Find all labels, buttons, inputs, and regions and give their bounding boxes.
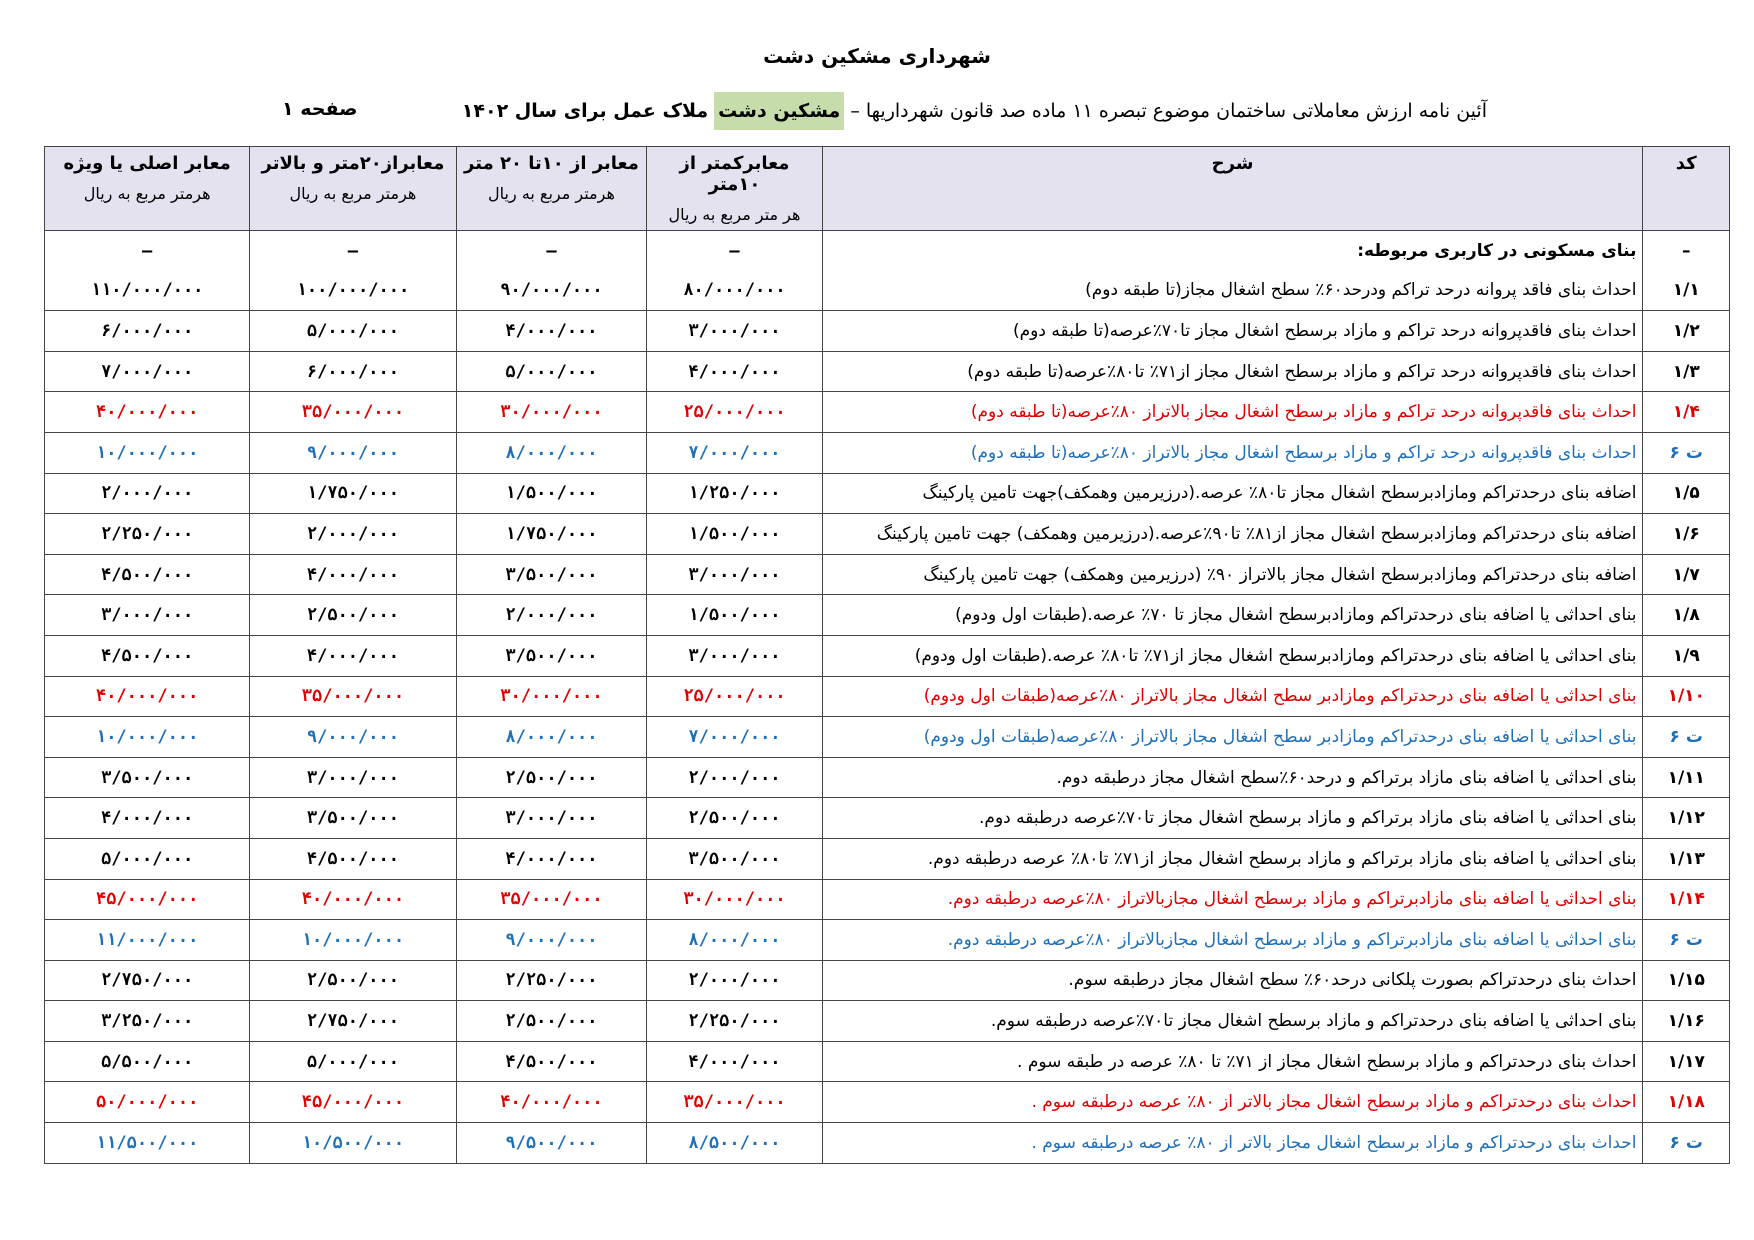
row-value-main-roads: ۶/۰۰۰/۰۰۰	[45, 311, 250, 352]
row-code: ۱/۱۷	[1643, 1041, 1730, 1082]
row-value-10-to-20m: ۴۰/۰۰۰/۰۰۰	[456, 1082, 647, 1123]
row-value-over-20m: ۹/۰۰۰/۰۰۰	[250, 432, 456, 473]
table-row	[45, 351, 1730, 392]
table-row	[45, 838, 1730, 879]
row-value-10-to-20m: –	[456, 231, 647, 271]
row-value-over-20m: ۹/۰۰۰/۰۰۰	[250, 717, 456, 758]
row-description: احداث بنای درحدتراکم و مازاد برسطح اشغال مجاز بالاتر از ۸۰٪ عرصه درطبقه سوم .	[822, 1123, 1643, 1164]
column-header-description: شرح	[822, 147, 1643, 231]
row-value-over-20m: ۲/۵۰۰/۰۰۰	[250, 595, 456, 636]
row-value-over-20m: ۴/۵۰۰/۰۰۰	[250, 838, 456, 879]
row-value-over-20m: ۲/۵۰۰/۰۰۰	[250, 960, 456, 1001]
table-row	[45, 676, 1730, 717]
row-value-over-20m: ۴/۰۰۰/۰۰۰	[250, 635, 456, 676]
row-value-under-10m: ۳۰/۰۰۰/۰۰۰	[647, 879, 822, 920]
row-code: ۱/۹	[1643, 635, 1730, 676]
row-code: ۱/۵	[1643, 473, 1730, 514]
column-header-over-20m: معابراز۲۰متر و بالاتر هرمتر مربع به ریال	[250, 147, 456, 231]
row-value-under-10m: ۲/۰۰۰/۰۰۰	[647, 960, 822, 1001]
row-value-under-10m: –	[647, 231, 822, 271]
row-value-over-20m: ۴۰/۰۰۰/۰۰۰	[250, 879, 456, 920]
row-value-over-20m: ۲/۰۰۰/۰۰۰	[250, 514, 456, 555]
table-row	[45, 554, 1730, 595]
row-value-main-roads: ۴/۵۰۰/۰۰۰	[45, 635, 250, 676]
subtitle-text: آئین نامه ارزش معاملاتی ساختمان موضوع تبصره ۱۱ ماده صد قانون شهرداریها –	[850, 100, 1487, 122]
row-value-over-20m: ۵/۰۰۰/۰۰۰	[250, 311, 456, 352]
row-value-10-to-20m: ۳۵/۰۰۰/۰۰۰	[456, 879, 647, 920]
column-header-10-to-20m: معابر از ۱۰تا ۲۰ متر هرمتر مربع به ریال	[456, 147, 647, 231]
row-code: ت ۶	[1643, 717, 1730, 758]
row-value-main-roads: ۷/۰۰۰/۰۰۰	[45, 351, 250, 392]
row-value-main-roads: ۴/۵۰۰/۰۰۰	[45, 554, 250, 595]
row-value-main-roads: ۵۰/۰۰۰/۰۰۰	[45, 1082, 250, 1123]
row-value-main-roads: ۳/۲۵۰/۰۰۰	[45, 1001, 250, 1042]
row-value-main-roads: ۴۰/۰۰۰/۰۰۰	[45, 392, 250, 433]
row-value-over-20m: ۱/۷۵۰/۰۰۰	[250, 473, 456, 514]
row-value-main-roads: ۴۰/۰۰۰/۰۰۰	[45, 676, 250, 717]
row-description: بنای احداثی یا اضافه بنای درحدتراکم ومازادبر سطح اشغال مجاز بالاتراز ۸۰٪عرصه(طبقات اول ودوم)	[822, 717, 1643, 758]
row-value-under-10m: ۷/۰۰۰/۰۰۰	[647, 432, 822, 473]
row-code: ۱/۱۲	[1643, 798, 1730, 839]
row-value-under-10m: ۱/۲۵۰/۰۰۰	[647, 473, 822, 514]
row-value-over-20m: ۴۵/۰۰۰/۰۰۰	[250, 1082, 456, 1123]
row-value-10-to-20m: ۲/۵۰۰/۰۰۰	[456, 1001, 647, 1042]
row-value-under-10m: ۳/۰۰۰/۰۰۰	[647, 311, 822, 352]
row-description: اضافه بنای درحدتراکم ومازادبرسطح اشغال مجاز تا۸۰٪ عرصه.(درزیرمین وهمکف)جهت تامین پارکینگ	[822, 473, 1643, 514]
page-number: صفحه ۱	[282, 98, 358, 120]
row-value-under-10m: ۳/۵۰۰/۰۰۰	[647, 838, 822, 879]
row-value-10-to-20m: ۳/۵۰۰/۰۰۰	[456, 554, 647, 595]
row-value-10-to-20m: ۲/۰۰۰/۰۰۰	[456, 595, 647, 636]
row-code: ۱/۱۵	[1643, 960, 1730, 1001]
row-value-under-10m: ۳۵/۰۰۰/۰۰۰	[647, 1082, 822, 1123]
document-subtitle	[462, 92, 1487, 130]
row-value-over-20m: ۱۰۰/۰۰۰/۰۰۰	[250, 271, 456, 311]
row-value-under-10m: ۴/۰۰۰/۰۰۰	[647, 1041, 822, 1082]
row-code: ت ۶	[1643, 432, 1730, 473]
row-description: بنای احداثی یا اضافه بنای مازاد برتراکم و درحد۶۰٪سطح اشغال مجاز درطبقه دوم.	[822, 757, 1643, 798]
row-value-under-10m: ۷/۰۰۰/۰۰۰	[647, 717, 822, 758]
row-code: ۱/۱۶	[1643, 1001, 1730, 1042]
table-row	[45, 271, 1730, 311]
row-code: ۱/۸	[1643, 595, 1730, 636]
row-value-main-roads: ۲/۰۰۰/۰۰۰	[45, 473, 250, 514]
row-description: بنای مسکونی در کاربری مربوطه:	[822, 231, 1643, 271]
row-description: احداث بنای فاقد پروانه درحد تراکم ودرحد۶۰٪ سطح اشغال مجاز(تا طبقه دوم)	[822, 271, 1643, 311]
row-value-main-roads: ۱۰/۰۰۰/۰۰۰	[45, 717, 250, 758]
row-value-under-10m: ۲/۰۰۰/۰۰۰	[647, 757, 822, 798]
row-value-main-roads: ۳/۵۰۰/۰۰۰	[45, 757, 250, 798]
row-value-over-20m: ۳۵/۰۰۰/۰۰۰	[250, 392, 456, 433]
row-value-10-to-20m: ۲/۵۰۰/۰۰۰	[456, 757, 647, 798]
row-code: ۱/۷	[1643, 554, 1730, 595]
row-value-10-to-20m: ۱/۷۵۰/۰۰۰	[456, 514, 647, 555]
row-value-main-roads: ۱۱۰/۰۰۰/۰۰۰	[45, 271, 250, 311]
row-code: ۱/۲	[1643, 311, 1730, 352]
row-description: احداث بنای درحدتراکم و مازاد برسطح اشغال مجاز از ۷۱٪ تا ۸۰٪ عرصه در طبقه سوم .	[822, 1041, 1643, 1082]
table-row	[45, 717, 1730, 758]
row-value-main-roads: ۳/۰۰۰/۰۰۰	[45, 595, 250, 636]
table-row	[45, 757, 1730, 798]
row-code: ۱/۶	[1643, 514, 1730, 555]
table-row	[45, 473, 1730, 514]
row-description: بنای احداثی یا اضافه بنای درحدتراکم ومازادبرسطح اشغال مجاز از۷۱٪ تا۸۰٪ عرصه.(طبقات اول ودوم)	[822, 635, 1643, 676]
row-value-over-20m: ۳/۵۰۰/۰۰۰	[250, 798, 456, 839]
row-value-main-roads: ۴/۰۰۰/۰۰۰	[45, 798, 250, 839]
row-value-under-10m: ۳/۰۰۰/۰۰۰	[647, 554, 822, 595]
row-description: بنای احداثی یا اضافه بنای درحدتراکم و مازاد برسطح اشغال مجاز تا۷۰٪عرصه درطبقه سوم.	[822, 1001, 1643, 1042]
row-value-10-to-20m: ۹/۵۰۰/۰۰۰	[456, 1123, 647, 1164]
row-value-10-to-20m: ۹/۰۰۰/۰۰۰	[456, 920, 647, 961]
row-value-10-to-20m: ۳۰/۰۰۰/۰۰۰	[456, 392, 647, 433]
row-value-under-10m: ۲/۲۵۰/۰۰۰	[647, 1001, 822, 1042]
row-value-under-10m: ۱/۵۰۰/۰۰۰	[647, 595, 822, 636]
table-row	[45, 960, 1730, 1001]
row-code: ۱/۱۰	[1643, 676, 1730, 717]
document-title: شهرداری مشکین دشت	[763, 44, 991, 68]
row-value-main-roads: ۴۵/۰۰۰/۰۰۰	[45, 879, 250, 920]
row-value-under-10m: ۳/۰۰۰/۰۰۰	[647, 635, 822, 676]
table-row	[45, 432, 1730, 473]
row-value-under-10m: ۸/۵۰۰/۰۰۰	[647, 1123, 822, 1164]
row-value-over-20m: ۲/۷۵۰/۰۰۰	[250, 1001, 456, 1042]
row-value-under-10m: ۲/۵۰۰/۰۰۰	[647, 798, 822, 839]
row-code: ۱/۱۳	[1643, 838, 1730, 879]
row-value-10-to-20m: ۳۰/۰۰۰/۰۰۰	[456, 676, 647, 717]
row-description: احداث بنای فاقدپروانه درحد تراکم و مازاد برسطح اشغال مجاز بالاتراز ۸۰٪عرصه(تا طبقه دوم)	[822, 392, 1643, 433]
table-row	[45, 920, 1730, 961]
row-value-main-roads: ۲/۲۵۰/۰۰۰	[45, 514, 250, 555]
row-description: احداث بنای فاقدپروانه درحد تراکم و مازاد برسطح اشغال مجاز بالاتراز ۸۰٪عرصه(تا طبقه دوم)	[822, 432, 1643, 473]
row-value-main-roads: ۵/۰۰۰/۰۰۰	[45, 838, 250, 879]
row-value-main-roads: ۱۰/۰۰۰/۰۰۰	[45, 432, 250, 473]
table-row	[45, 514, 1730, 555]
subtitle-tail: ملاک عمل برای سال ۱۴۰۲	[461, 100, 709, 122]
row-value-under-10m: ۸/۰۰۰/۰۰۰	[647, 920, 822, 961]
row-value-over-20m: ۱۰/۰۰۰/۰۰۰	[250, 920, 456, 961]
row-description: بنای احداثی یا اضافه بنای درحدتراکم ومازادبرسطح اشغال مجاز تا ۷۰٪ عرصه.(طبقات اول ودوم)	[822, 595, 1643, 636]
table-row	[45, 1082, 1730, 1123]
row-value-10-to-20m: ۲/۲۵۰/۰۰۰	[456, 960, 647, 1001]
row-value-10-to-20m: ۹۰/۰۰۰/۰۰۰	[456, 271, 647, 311]
row-value-over-20m: ۴/۰۰۰/۰۰۰	[250, 554, 456, 595]
row-value-main-roads: ۱۱/۰۰۰/۰۰۰	[45, 920, 250, 961]
row-description: احداث بنای فاقدپروانه درحد تراکم و مازاد برسطح اشغال مجاز تا۷۰٪عرصه(تا طبقه دوم)	[822, 311, 1643, 352]
row-value-10-to-20m: ۴/۰۰۰/۰۰۰	[456, 838, 647, 879]
table-row	[45, 798, 1730, 839]
row-code: ت ۶	[1643, 920, 1730, 961]
row-value-main-roads: ۱۱/۵۰۰/۰۰۰	[45, 1123, 250, 1164]
row-description: بنای احداثی یا اضافه بنای درحدتراکم ومازادبر سطح اشغال مجاز بالاتراز ۸۰٪عرصه(طبقات اول ودوم)	[822, 676, 1643, 717]
row-value-10-to-20m: ۴/۵۰۰/۰۰۰	[456, 1041, 647, 1082]
row-value-over-20m: ۱۰/۵۰۰/۰۰۰	[250, 1123, 456, 1164]
row-value-over-20m: ۵/۰۰۰/۰۰۰	[250, 1041, 456, 1082]
row-value-10-to-20m: ۴/۰۰۰/۰۰۰	[456, 311, 647, 352]
row-code: ۱/۱۱	[1643, 757, 1730, 798]
table-row	[45, 311, 1730, 352]
row-value-under-10m: ۱/۵۰۰/۰۰۰	[647, 514, 822, 555]
row-value-under-10m: ۴/۰۰۰/۰۰۰	[647, 351, 822, 392]
row-description: اضافه بنای درحدتراکم ومازادبرسطح اشغال مجاز بالاتراز ۹۰٪ (درزیرمین وهمکف) جهت تامین پارکینگ	[822, 554, 1643, 595]
column-header-main-roads: معابر اصلی یا ویژه هرمتر مربع به ریال	[45, 147, 250, 231]
row-value-over-20m: ۳/۰۰۰/۰۰۰	[250, 757, 456, 798]
table-row	[45, 635, 1730, 676]
subtitle-highlight: مشکین دشت	[714, 92, 844, 130]
row-description: بنای احداثی یا اضافه بنای مازاد برتراکم و مازاد برسطح اشغال مجاز از۷۱٪ تا۸۰٪ عرصه درطبقه دوم.	[822, 838, 1643, 879]
column-header-code: کد	[1643, 147, 1730, 231]
table-row	[45, 879, 1730, 920]
table-row	[45, 392, 1730, 433]
table-header-row	[45, 147, 1730, 231]
row-description: بنای احداثی یا اضافه بنای مازادبرتراکم و مازاد برسطح اشغال مجازبالاتراز ۸۰٪عرصه درطبقه دوم.	[822, 879, 1643, 920]
row-value-10-to-20m: ۳/۰۰۰/۰۰۰	[456, 798, 647, 839]
row-value-10-to-20m: ۸/۰۰۰/۰۰۰	[456, 717, 647, 758]
table-row	[45, 1001, 1730, 1042]
row-code: ت ۶	[1643, 1123, 1730, 1164]
row-value-main-roads: ۵/۵۰۰/۰۰۰	[45, 1041, 250, 1082]
row-code: ۱/۱۸	[1643, 1082, 1730, 1123]
row-value-main-roads: –	[45, 231, 250, 271]
row-description: احداث بنای درحدتراکم و مازاد برسطح اشغال مجاز بالاتر از ۸۰٪ عرصه درطبقه سوم .	[822, 1082, 1643, 1123]
table-row	[45, 1041, 1730, 1082]
row-value-under-10m: ۲۵/۰۰۰/۰۰۰	[647, 676, 822, 717]
row-value-main-roads: ۲/۷۵۰/۰۰۰	[45, 960, 250, 1001]
row-description: احداث بنای درحدتراکم بصورت پلکانی درحد۶۰٪ سطح اشغال مجاز درطبقه سوم.	[822, 960, 1643, 1001]
row-value-over-20m: –	[250, 231, 456, 271]
valuation-table	[44, 146, 1730, 1164]
row-description: بنای احداثی یا اضافه بنای مازادبرتراکم و مازاد برسطح اشغال مجازبالاتراز ۸۰٪عرصه درطبقه دوم.	[822, 920, 1643, 961]
row-value-10-to-20m: ۸/۰۰۰/۰۰۰	[456, 432, 647, 473]
row-value-under-10m: ۸۰/۰۰۰/۰۰۰	[647, 271, 822, 311]
row-code: ۱/۱	[1643, 271, 1730, 311]
row-description: بنای احداثی یا اضافه بنای مازاد برتراکم و مازاد برسطح اشغال مجاز تا۷۰٪عرصه درطبقه دوم.	[822, 798, 1643, 839]
row-value-10-to-20m: ۱/۵۰۰/۰۰۰	[456, 473, 647, 514]
table-row	[45, 595, 1730, 636]
row-description: احداث بنای فاقدپروانه درحد تراکم و مازاد برسطح اشغال مجاز از۷۱٪ تا۸۰٪عرصه(تا طبقه دوم)	[822, 351, 1643, 392]
row-code: –	[1643, 231, 1730, 271]
column-header-under-10m: معابرکمتر از ۱۰متر هر متر مربع به ریال	[647, 147, 822, 231]
row-code: ۱/۴	[1643, 392, 1730, 433]
row-value-10-to-20m: ۵/۰۰۰/۰۰۰	[456, 351, 647, 392]
row-value-10-to-20m: ۳/۵۰۰/۰۰۰	[456, 635, 647, 676]
row-value-under-10m: ۲۵/۰۰۰/۰۰۰	[647, 392, 822, 433]
row-value-over-20m: ۶/۰۰۰/۰۰۰	[250, 351, 456, 392]
row-code: ۱/۱۴	[1643, 879, 1730, 920]
group-row	[45, 231, 1730, 271]
row-code: ۱/۳	[1643, 351, 1730, 392]
table-row	[45, 1123, 1730, 1164]
row-description: اضافه بنای درحدتراکم ومازادبرسطح اشغال مجاز از۸۱٪ تا۹۰٪عرصه.(درزیرمین وهمکف) جهت تامین پارکینگ	[822, 514, 1643, 555]
row-value-over-20m: ۳۵/۰۰۰/۰۰۰	[250, 676, 456, 717]
